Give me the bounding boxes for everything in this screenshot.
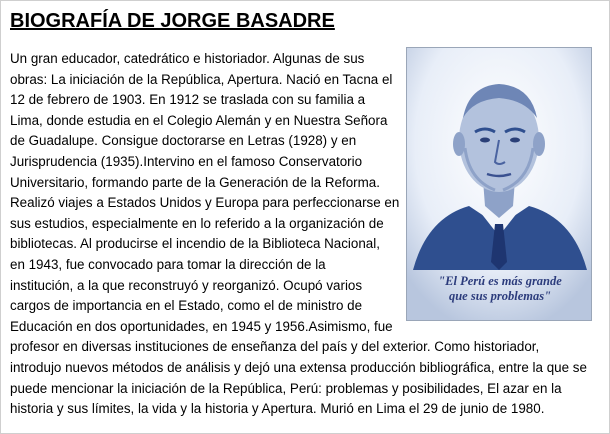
paragraph-line: introdujo nuevos métodos de análisis y dejó una extensa producción bibliográfica, entre la que se [10,359,587,375]
paragraph-line: sus estudios, especialmente en lo referido a la organización de [10,215,384,231]
page-title: BIOGRAFÍA DE JORGE BASADRE [10,10,335,32]
paragraph-line: Jurisprudencia (1935).Intervino en el famoso Conservatorio [10,153,363,169]
biography-paragraph [10,49,587,420]
paragraph-line: Lima, donde estudia en el Colegio Alemán y en Nuestra Señora [10,112,388,128]
paragraph-line: Realizó viajes a Estados Unidos y Europa para perfeccionarse en [10,195,400,211]
paragraph-line: Educación en dos oportunidades, en 1945 y 1956.Asimismo, fue [10,318,393,334]
paragraph-line: historia y sus límites, la vida y la historia y Apertura. Murió en Lima el 29 de junio de 1980. [10,401,545,417]
paragraph-line: obras: La iniciación de la República, Apertura. Nació en Tacna el [10,71,393,87]
paragraph-line: 12 de febrero de 1903. En 1912 se traslada con su familia a [10,92,366,108]
paragraph-line: bibliotecas. Al producirse el incendio de la Biblioteca Nacional, [10,236,380,252]
paragraph-line: Un gran educador, catedrático e historiador. Algunas de sus [10,51,365,66]
portrait-caption-line-1: "El Perú es más grande [438,274,562,288]
paragraph-line: Universitario, formando parte de la Generación de la Reforma. [10,174,380,190]
paragraph-line: en 1943, fue convocado para tomar la dirección de la [10,256,326,272]
paragraph-line: de Guadalupe. Consigue doctorarse en Letras (1928) y en [10,133,357,149]
portrait-caption-line-2: que sus problemas" [448,289,552,303]
paragraph-line: institución, a la que reconstruyó y reorganizó. Ocupó varios [10,277,363,293]
paragraph-line: cargos de importancia en el Estado, como el de ministro de [10,298,363,314]
paragraph-line: puede mencionar la iniciación de la República, Perú: problemas y posibilidades, El azar en la [10,380,562,396]
paragraph-line: profesor en diversas instituciones de enseñanza del país y del exterior. Como historiador, [10,339,540,355]
